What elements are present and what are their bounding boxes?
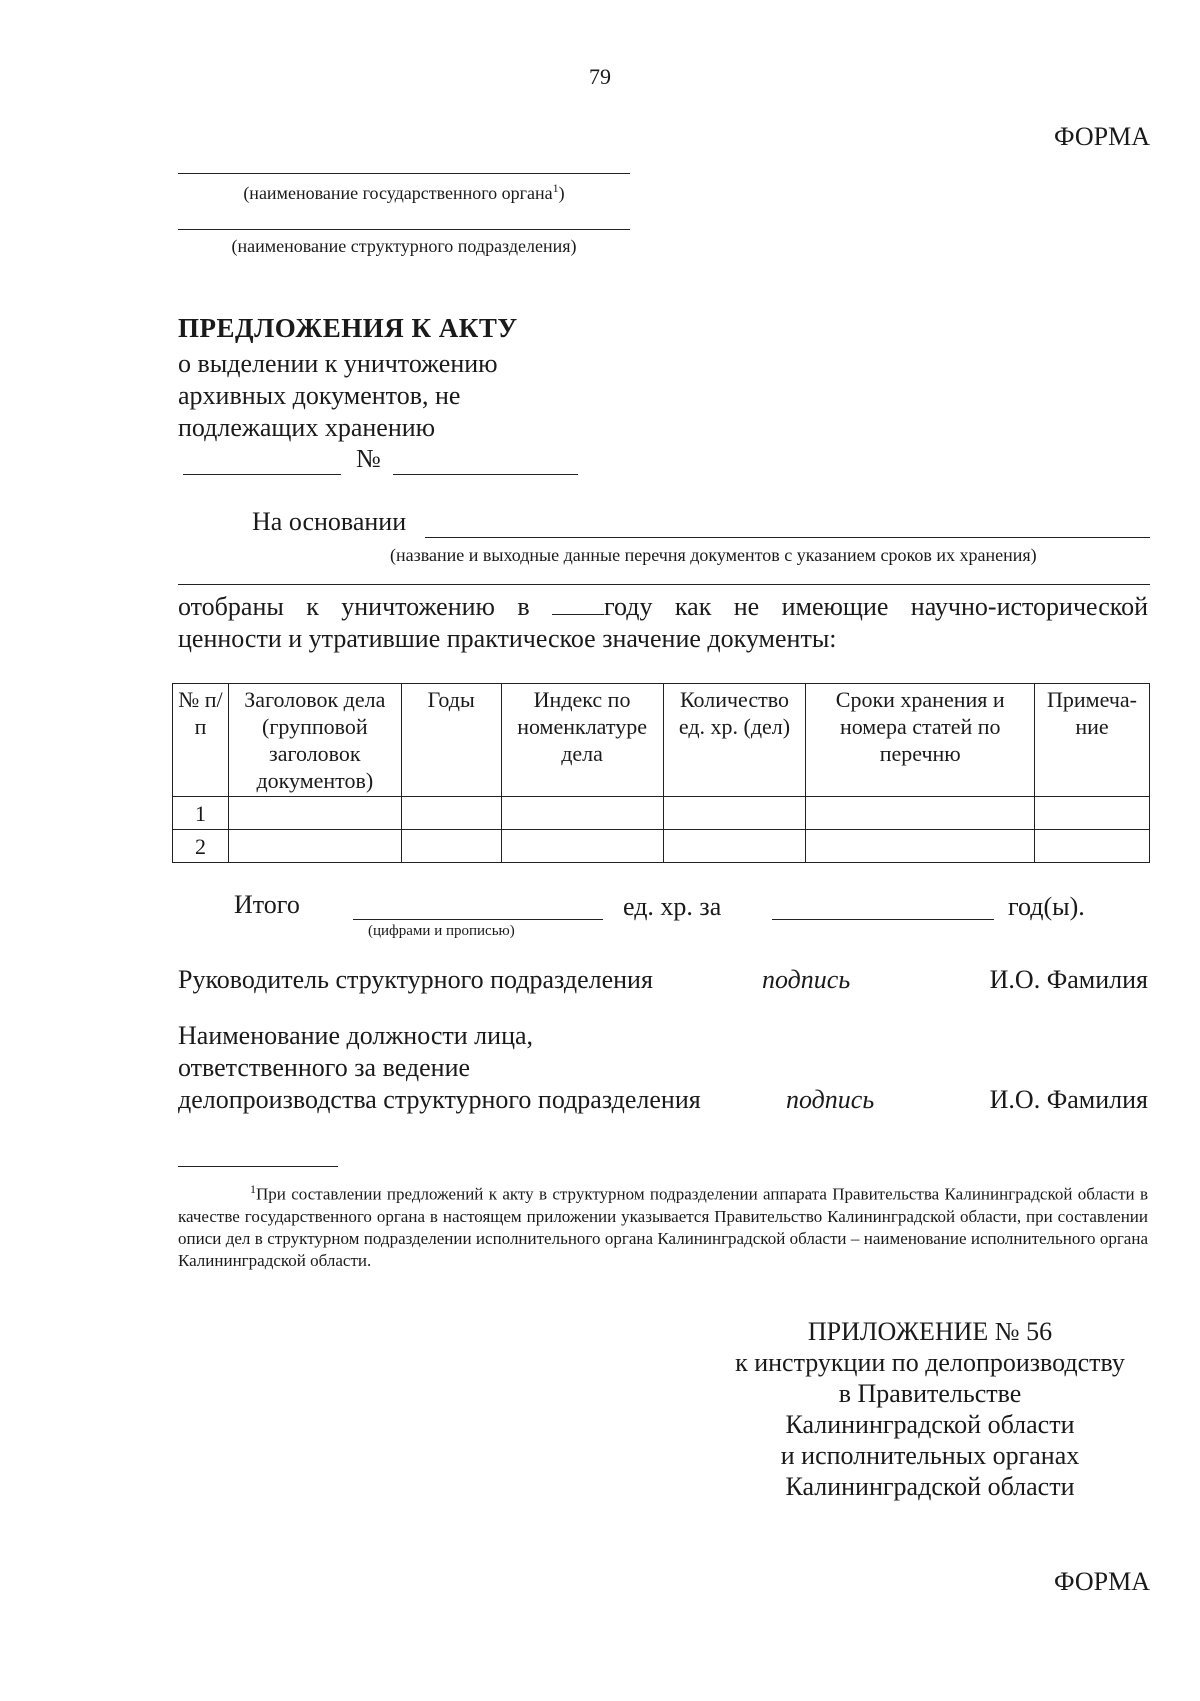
table-cell[interactable] [806, 830, 1035, 863]
basis-line[interactable] [425, 537, 1150, 538]
appendix-header [700, 1316, 1160, 1502]
page-number: 79 [589, 64, 611, 89]
table-cell: 2 [173, 830, 229, 863]
col-header-years: Годы [401, 684, 501, 797]
appendix-line: Калининградской области [785, 1410, 1075, 1439]
total-count-line[interactable] [353, 919, 603, 920]
signature-placeholder[interactable]: подпись [786, 1085, 875, 1114]
total-caption: (цифрами и прописью) [368, 923, 515, 939]
selected-line-2: ценности и утратившие практическое значение документы: [178, 624, 837, 653]
col-header-quantity: Количество ед. хр. (дел) [663, 684, 806, 797]
footnote [178, 1178, 1148, 1272]
col-header-number: № п/п [173, 684, 229, 797]
signature-placeholder[interactable]: подпись [762, 965, 851, 994]
table-cell[interactable] [501, 797, 663, 830]
unit-name-caption: (наименование структурного подразделения) [231, 236, 577, 256]
unit-name-line[interactable] [178, 229, 630, 230]
table-cell[interactable] [663, 797, 806, 830]
subtitle-line: о выделении к уничтожению [178, 349, 498, 378]
total-label: Итого [234, 890, 300, 919]
table-cell[interactable] [401, 830, 501, 863]
signature-block-1 [178, 965, 1148, 997]
footnote-marker: 1 [250, 1182, 256, 1196]
table-cell: 1 [173, 797, 229, 830]
table-header-row [173, 684, 1150, 797]
total-years-line[interactable] [772, 919, 994, 920]
signatory-name: И.О. Фамилия [989, 965, 1148, 994]
document-title: ПРЕДЛОЖЕНИЯ К АКТУ [178, 313, 518, 343]
signature-role-line: делопроизводства структурного подразделения [178, 1085, 701, 1114]
table-row [173, 830, 1150, 863]
number-line[interactable] [393, 474, 578, 475]
col-header-title: Заголовок дела (групповой заголовок документов) [228, 684, 401, 797]
year-blank[interactable] [552, 594, 604, 615]
appendix-line: и исполнительных органах [780, 1441, 1080, 1470]
table-cell[interactable] [228, 797, 401, 830]
signatory-name: И.О. Фамилия [989, 1085, 1148, 1114]
table-cell[interactable] [501, 830, 663, 863]
form-label-top: ФОРМА [1054, 122, 1150, 151]
subtitle-line: подлежащих хранению [178, 413, 436, 442]
table-cell[interactable] [1035, 830, 1150, 863]
subtitle-line: архивных документов, не [178, 381, 461, 410]
basis-label: На основании [252, 507, 407, 536]
total-years-label: год(ы). [1008, 892, 1085, 921]
document-subtitle [178, 348, 498, 444]
table-cell[interactable] [401, 797, 501, 830]
signature-role: Руководитель структурного подразделения [178, 965, 653, 994]
date-line[interactable] [183, 474, 341, 475]
org-name-caption: (наименование государственного органа$^1$) [243, 181, 565, 203]
col-header-retention: Сроки хранения и номера статей по перечню [806, 684, 1035, 797]
signature-role-line: ответственного за ведение [178, 1053, 471, 1082]
signature-block-2 [178, 1020, 1148, 1120]
col-header-note: Примеча-ние [1035, 684, 1150, 797]
table-row [173, 797, 1150, 830]
appendix-line: к инструкции по делопроизводству [735, 1348, 1125, 1377]
table-cell[interactable] [806, 797, 1035, 830]
col-header-index: Индекс по номенклатуре дела [501, 684, 663, 797]
selected-text-a: отобраны к уничтожению в [178, 592, 530, 621]
number-sign: № [356, 444, 381, 473]
appendix-line: в Правительстве [838, 1379, 1022, 1408]
table-cell[interactable] [1035, 797, 1150, 830]
table-cell[interactable] [228, 830, 401, 863]
basis-line-2[interactable] [178, 584, 1150, 585]
org-name-line[interactable] [178, 173, 630, 174]
signature-role-line: Наименование должности лица, [178, 1021, 534, 1050]
form-label-bottom: ФОРМА [1054, 1567, 1150, 1596]
documents-table [172, 683, 1150, 863]
appendix-line: Калининградской области [785, 1472, 1075, 1501]
basis-caption: (название и выходные данные перечня документов с указанием сроков их хранения) [390, 545, 1037, 565]
table-cell[interactable] [663, 830, 806, 863]
selected-line-1 [178, 592, 1148, 622]
total-units-label: ед. хр. за [623, 892, 722, 921]
selected-text-b: году как не имеющие научно-исторической [604, 592, 1148, 621]
footnote-separator [178, 1166, 338, 1167]
appendix-title: ПРИЛОЖЕНИЕ № 56 [807, 1317, 1053, 1346]
footnote-text: При составлении предложений к акту в структурном подразделении аппарата Правительства Калининградской области в качестве государственного органа в настоящем приложении указывается Правительство Калининградской области, при составлении описи дел в структурном подразделении исполнительного органа Калининградской области – наименование исполнительного органа Калининградской области. [178, 1184, 1148, 1270]
